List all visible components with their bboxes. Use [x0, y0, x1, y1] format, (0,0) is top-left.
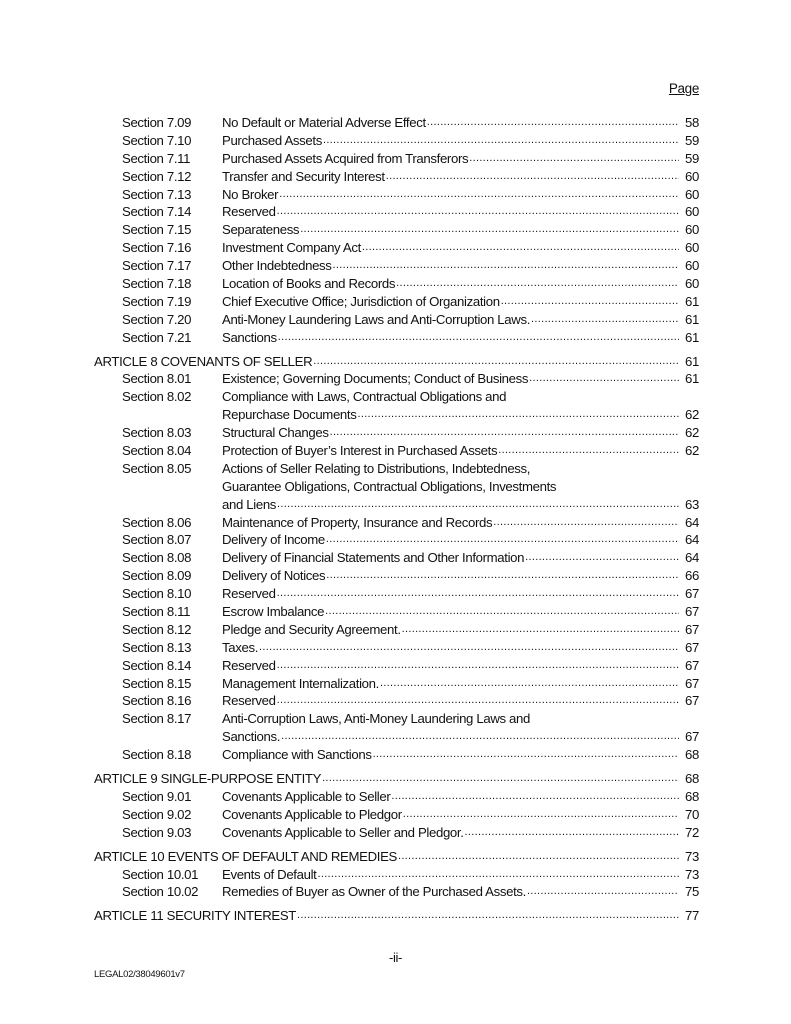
- toc-title-cell: [222, 496, 679, 514]
- toc-title-cell: [94, 353, 679, 371]
- toc-section-row: [94, 150, 699, 168]
- toc-title-cell: [94, 848, 679, 866]
- toc-title-cell: [222, 657, 679, 675]
- toc-entry-title: ARTICLE 10 EVENTS OF DEFAULT AND REMEDIES: [94, 848, 397, 864]
- toc-dot-leader: [276, 496, 679, 514]
- toc-title-cell: [222, 257, 679, 275]
- toc-section-row: [94, 531, 699, 549]
- toc-entry-title: Reserved: [222, 657, 276, 673]
- toc-section-row: [94, 424, 699, 442]
- toc-title-cell: [222, 639, 679, 657]
- toc-page-number: 64: [685, 514, 699, 530]
- toc-entry-title: Existence; Governing Documents; Conduct of Business: [222, 371, 529, 387]
- toc-dot-leader: [500, 293, 679, 311]
- toc-page-number: 67: [685, 604, 699, 620]
- toc-title-cell: [222, 806, 679, 824]
- toc-section-number: Section 7.15: [122, 222, 192, 238]
- toc-title-cell: [222, 221, 679, 239]
- toc-title-cell: [222, 603, 679, 621]
- toc-entry-title: ARTICLE 9 SINGLE-PURPOSE ENTITY: [94, 771, 322, 787]
- toc-title-cell: [222, 692, 679, 710]
- toc-entry-title: Sanctions.: [222, 729, 281, 745]
- toc-dot-leader: [278, 186, 679, 204]
- toc-entry-title: Separateness: [222, 222, 300, 238]
- toc-section-number: Section 7.21: [122, 329, 192, 345]
- toc-section-row: [94, 478, 699, 496]
- toc-section-number: Section 9.03: [122, 824, 192, 840]
- toc-section-row: [94, 883, 699, 901]
- toc-page-number: 60: [685, 186, 699, 202]
- toc-dot-leader: [322, 132, 679, 150]
- toc-dot-leader: [372, 746, 679, 764]
- toc-section-row: [94, 293, 699, 311]
- toc-section-number: Section 7.19: [122, 293, 192, 309]
- toc-title-cell: [222, 824, 679, 842]
- toc-entry-title: Taxes.: [222, 639, 259, 655]
- toc-page-number: 66: [685, 568, 699, 584]
- toc-entry-title: Purchased Assets Acquired from Transferors: [222, 150, 469, 166]
- toc-dot-leader: [402, 806, 679, 824]
- toc-page-number: 59: [685, 132, 699, 148]
- toc-title-cell: [222, 239, 679, 257]
- toc-section-number: Section 7.18: [122, 276, 192, 291]
- toc-page-number: 61: [685, 353, 699, 369]
- toc-section-row: [94, 329, 699, 347]
- toc-section-row: [94, 460, 699, 478]
- toc-section-row: [94, 657, 699, 675]
- toc-page-number: 62: [685, 407, 699, 423]
- toc-page-number: 61: [685, 293, 699, 309]
- toc-dot-leader: [464, 824, 679, 842]
- toc-dot-leader: [325, 567, 679, 585]
- toc-section-number: Section 8.11: [122, 604, 191, 620]
- toc-section-number: Section 8.12: [122, 621, 192, 637]
- toc-section-row: [94, 168, 699, 186]
- toc-entry-title: Transfer and Security Interest: [222, 168, 385, 184]
- toc-page-number: 77: [685, 908, 699, 924]
- toc-dot-leader: [276, 585, 679, 603]
- toc-page-number: 62: [685, 425, 699, 441]
- toc-entry-title: Chief Executive Office; Jurisdiction of Organization: [222, 293, 500, 309]
- toc-section-number: Section 9.01: [122, 788, 192, 804]
- toc-entry-title: Pledge and Security Agreement.: [222, 621, 401, 637]
- toc-page-number: 72: [685, 824, 699, 840]
- toc-title-cell: [222, 460, 699, 478]
- toc-page-number: 67: [685, 657, 699, 673]
- toc-entry-title: Compliance with Sanctions: [222, 747, 372, 763]
- toc-title-cell: [222, 311, 679, 329]
- toc-title-cell: [94, 907, 679, 925]
- toc-page-number: 62: [685, 443, 699, 459]
- toc-entry-title: Anti-Corruption Laws, Anti-Money Laundering Laws and: [222, 711, 531, 727]
- toc-section-number: Section 8.09: [122, 568, 192, 584]
- toc-title-cell: [222, 788, 679, 806]
- toc-page-number: 60: [685, 222, 699, 238]
- toc-section-row: [94, 866, 699, 884]
- toc-entry-title: Location of Books and Records: [222, 276, 396, 291]
- toc-entry-title: Reserved: [222, 693, 276, 709]
- toc-article-row: [94, 907, 699, 925]
- toc-page-number: 61: [685, 311, 699, 327]
- toc-section-row: [94, 639, 699, 657]
- toc-section-number: Section 8.02: [122, 389, 192, 405]
- toc-article-row: [94, 353, 699, 371]
- toc-section-row: [94, 406, 699, 424]
- toc-entry-title: Reserved: [222, 204, 276, 220]
- toc-section-row: [94, 567, 699, 585]
- toc-title-cell: [222, 388, 699, 406]
- toc-dot-leader: [401, 621, 679, 639]
- toc-section-number: Section 7.10: [122, 132, 192, 148]
- toc-section-number: Section 8.06: [122, 514, 192, 530]
- toc-section-row: [94, 203, 699, 221]
- toc-entry-title: Delivery of Notices: [222, 568, 326, 584]
- toc-entry-title: Covenants Applicable to Pledgor: [222, 806, 402, 822]
- toc-dot-leader: [324, 603, 679, 621]
- toc-section-row: [94, 693, 699, 711]
- toc-title-cell: [222, 150, 679, 168]
- toc-page-number: 61: [685, 329, 699, 345]
- toc-title-cell: [222, 728, 679, 746]
- toc-entry-title: Maintenance of Property, Insurance and Records: [222, 514, 493, 530]
- toc-entry-title: Covenants Applicable to Seller and Pledgor.: [222, 824, 464, 840]
- toc-article-row: [94, 848, 699, 866]
- toc-entry-title: and Liens: [222, 496, 277, 512]
- toc-title-cell: [222, 567, 679, 585]
- toc-article-row: [94, 770, 699, 788]
- toc-section-number: Section 7.14: [122, 204, 192, 220]
- toc-dot-leader: [524, 549, 679, 567]
- toc-section-number: Section 8.14: [122, 657, 192, 673]
- toc-title-cell: [222, 621, 679, 639]
- toc-section-row: [94, 221, 699, 239]
- toc-dot-leader: [276, 203, 679, 221]
- toc-page-number: 60: [685, 276, 699, 291]
- toc-section-row: [94, 311, 699, 329]
- toc-section-row: [94, 806, 699, 824]
- toc-title-cell: [222, 132, 679, 150]
- toc-title-cell: [94, 770, 679, 788]
- toc-title-cell: [222, 114, 679, 132]
- toc-page-number: 60: [685, 258, 699, 274]
- toc-section-number: Section 8.17: [122, 711, 192, 727]
- toc-entry-title: No Broker: [222, 186, 279, 202]
- toc-dot-leader: [390, 788, 679, 806]
- toc-title-cell: [222, 531, 679, 549]
- toc-section-row: [94, 388, 699, 406]
- toc-entry-title: Events of Default: [222, 866, 317, 882]
- toc-section-number: Section 8.16: [122, 693, 192, 709]
- toc-title-cell: [222, 168, 679, 186]
- toc-page-number: 60: [685, 240, 699, 256]
- toc-section-row: [94, 549, 699, 567]
- toc-page-number: 64: [685, 532, 699, 548]
- toc-section-number: Section 8.15: [122, 675, 192, 691]
- toc-page-number: 63: [685, 496, 699, 512]
- toc-title-cell: [222, 746, 679, 764]
- toc-section-number: Section 8.04: [122, 443, 192, 459]
- toc-page-number: 73: [685, 866, 699, 882]
- toc-entry-title: Delivery of Financial Statements and Other Information: [222, 550, 525, 566]
- toc-title-cell: [222, 585, 679, 603]
- toc-section-number: Section 8.03: [122, 425, 192, 441]
- toc-page-number: 67: [685, 675, 699, 691]
- footer-document-id: LEGAL02/38049601v7: [94, 969, 185, 980]
- toc-entry-title: Structural Changes: [222, 425, 329, 441]
- toc-section-row: [94, 442, 699, 460]
- toc-title-cell: [222, 710, 699, 728]
- toc-page-number: 61: [685, 371, 699, 387]
- toc-dot-leader: [276, 657, 679, 675]
- toc-section-number: Section 7.09: [122, 114, 192, 130]
- toc-section-row: [94, 585, 699, 603]
- toc-dot-leader: [361, 239, 679, 257]
- toc-dot-leader: [526, 883, 679, 901]
- toc-entry-title: Escrow Imbalance: [222, 604, 325, 620]
- toc-section-row: [94, 370, 699, 388]
- toc-page-number: 67: [685, 586, 699, 602]
- toc-entry-title: Delivery of Income: [222, 532, 325, 548]
- toc-title-cell: [222, 293, 679, 311]
- toc-page-number: 68: [685, 788, 699, 804]
- toc-title-cell: [222, 370, 679, 388]
- toc-section-row: [94, 824, 699, 842]
- toc-section-row: [94, 132, 699, 150]
- toc-dot-leader: [395, 275, 679, 293]
- toc-section-number: Section 7.17: [122, 258, 192, 274]
- toc-section-row: [94, 114, 699, 132]
- toc-page-number: 68: [685, 771, 699, 787]
- table-of-contents: [94, 114, 699, 925]
- toc-entry-title: Guarantee Obligations, Contractual Obligations, Investments: [222, 478, 557, 494]
- footer-page-number: -ii-: [388, 950, 403, 965]
- toc-section-number: Section 8.05: [122, 460, 192, 476]
- toc-dot-leader: [385, 168, 679, 186]
- toc-dot-leader: [379, 675, 679, 693]
- toc-dot-leader: [277, 329, 679, 347]
- toc-title-cell: [222, 883, 679, 901]
- toc-section-number: Section 7.20: [122, 311, 192, 327]
- toc-section-row: [94, 603, 699, 621]
- toc-dot-leader: [530, 311, 679, 329]
- toc-page-number: 64: [685, 550, 699, 566]
- toc-page-number: 68: [685, 747, 699, 763]
- toc-entry-title: Compliance with Laws, Contractual Obligations and: [222, 389, 507, 405]
- toc-section-number: Section 8.08: [122, 550, 192, 566]
- toc-entry-title: Investment Company Act: [222, 240, 361, 256]
- toc-page-number: 60: [685, 204, 699, 220]
- toc-dot-leader: [468, 150, 679, 168]
- toc-page-number: 67: [685, 693, 699, 709]
- toc-entry-title: Anti-Money Laundering Laws and Anti-Corruption Laws.: [222, 311, 531, 327]
- toc-entry-title: ARTICLE 8 COVENANTS OF SELLER: [94, 353, 313, 369]
- toc-title-cell: [222, 406, 679, 424]
- toc-title-cell: [222, 186, 679, 204]
- toc-page-number: 73: [685, 848, 699, 864]
- toc-entry-title: Other Indebtedness: [222, 258, 332, 274]
- toc-entry-title: Management Internalization.: [222, 675, 379, 691]
- toc-page-number: 67: [685, 621, 699, 637]
- toc-section-row: [94, 728, 699, 746]
- toc-dot-leader: [296, 907, 679, 925]
- toc-title-cell: [222, 478, 699, 496]
- toc-dot-leader: [492, 514, 679, 532]
- toc-section-number: Section 8.07: [122, 532, 192, 548]
- toc-page-number: 75: [685, 884, 699, 900]
- toc-section-number: Section 8.13: [122, 639, 192, 655]
- toc-dot-leader: [497, 442, 679, 460]
- toc-entry-title: No Default or Material Adverse Effect: [222, 114, 426, 130]
- toc-title-cell: [222, 549, 679, 567]
- toc-section-row: [94, 710, 699, 728]
- toc-section-number: Section 10.01: [122, 866, 199, 882]
- toc-entry-title: Protection of Buyer’s Interest in Purchased Assets: [222, 443, 498, 459]
- toc-page-number: 70: [685, 806, 699, 822]
- page-header-label: Page: [668, 81, 699, 96]
- toc-dot-leader: [325, 531, 679, 549]
- toc-dot-leader: [426, 114, 679, 132]
- toc-section-row: [94, 239, 699, 257]
- toc-page-number: 67: [685, 639, 699, 655]
- toc-entry-title: Repurchase Documents: [222, 407, 357, 423]
- toc-section-row: [94, 788, 699, 806]
- toc-section-row: [94, 514, 699, 532]
- toc-title-cell: [222, 329, 679, 347]
- toc-section-number: Section 10.02: [122, 884, 199, 900]
- toc-entry-title: Actions of Seller Relating to Distributions, Indebtedness,: [222, 460, 531, 476]
- toc-title-cell: [222, 275, 679, 293]
- toc-dot-leader: [312, 353, 679, 371]
- toc-dot-leader: [316, 866, 679, 884]
- toc-entry-title: Reserved: [222, 586, 276, 602]
- toc-section-number: Section 7.11: [122, 150, 191, 166]
- toc-section-row: [94, 496, 699, 514]
- toc-title-cell: [222, 203, 679, 221]
- toc-title-cell: [222, 424, 679, 442]
- toc-dot-leader: [528, 370, 679, 388]
- toc-page-number: 60: [685, 168, 699, 184]
- toc-section-number: Section 7.13: [122, 186, 192, 202]
- toc-title-cell: [222, 514, 679, 532]
- toc-page-number: 67: [685, 729, 699, 745]
- toc-page-number: 59: [685, 150, 699, 166]
- toc-section-number: Section 8.01: [122, 371, 192, 387]
- toc-dot-leader: [299, 221, 679, 239]
- toc-section-number: Section 7.12: [122, 168, 192, 184]
- toc-dot-leader: [356, 406, 679, 424]
- toc-entry-title: Remedies of Buyer as Owner of the Purchased Assets.: [222, 884, 526, 900]
- toc-section-row: [94, 621, 699, 639]
- toc-title-cell: [222, 442, 679, 460]
- toc-section-row: [94, 275, 699, 293]
- toc-dot-leader: [397, 848, 679, 866]
- toc-section-row: [94, 186, 699, 204]
- toc-page-number: 58: [685, 114, 699, 130]
- toc-entry-title: Sanctions: [222, 329, 277, 345]
- toc-entry-title: ARTICLE 11 SECURITY INTEREST: [94, 908, 296, 924]
- toc-title-cell: [222, 866, 679, 884]
- toc-section-row: [94, 675, 699, 693]
- toc-section-number: Section 7.16: [122, 240, 192, 256]
- toc-entry-title: Purchased Assets: [222, 132, 322, 148]
- toc-section-number: Section 8.10: [122, 586, 192, 602]
- toc-section-row: [94, 746, 699, 764]
- toc-dot-leader: [280, 728, 679, 746]
- toc-section-row: [94, 257, 699, 275]
- toc-dot-leader: [329, 424, 679, 442]
- toc-dot-leader: [276, 692, 679, 710]
- toc-dot-leader: [332, 257, 679, 275]
- toc-entry-title: Covenants Applicable to Seller: [222, 788, 391, 804]
- toc-section-number: Section 8.18: [122, 747, 192, 763]
- toc-title-cell: [222, 675, 679, 693]
- toc-dot-leader: [321, 770, 679, 788]
- toc-dot-leader: [258, 639, 679, 657]
- toc-section-number: Section 9.02: [122, 806, 192, 822]
